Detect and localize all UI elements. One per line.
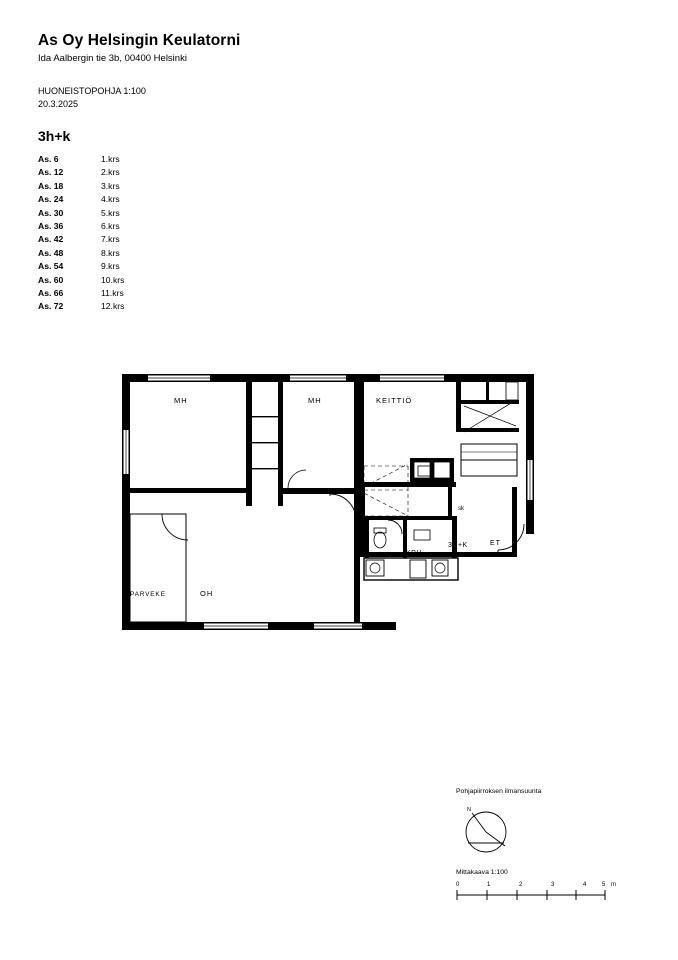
drawing-meta [38,85,146,111]
list-item [38,153,161,166]
drawing-type: HUONEISTOPOHJA 1:100 [38,86,146,96]
scale-block [456,869,636,907]
floor-plan-svg [118,370,538,638]
apartment-floor: 3.krs [101,180,120,191]
apartment-id: As. 72 [38,301,64,312]
apartment-floor: 2.krs [101,167,120,178]
exterior-walls [122,374,534,630]
apartment-id: As. 66 [38,287,64,298]
compass-block [456,788,636,859]
apartment-floor: 10.krs [101,274,125,285]
apartment-id: As. 18 [38,180,64,191]
balcony-railing [130,514,186,622]
apartment-id: As. 60 [38,274,64,285]
room-label-keittio: KEITTIÖ [376,396,413,405]
compass-caption: Pohjapiirroksen ilmansuunta [456,788,542,795]
plan-guides [358,464,408,516]
address-line: Ida Aalbergin tie 3b, 00400 Helsinki [38,53,187,65]
room-label-oh: OH [200,589,214,598]
interior-walls [130,382,519,626]
apartment-floor: 9.krs [101,261,120,272]
room-label-mh2: MH [308,396,322,405]
list-item [38,207,161,220]
apartment-id: As. 42 [38,234,64,245]
scale-bar [456,879,636,907]
list-item [38,247,161,260]
scale-unit: m [611,882,616,888]
list-item [38,180,161,193]
apartment-floor: 6.krs [101,220,120,231]
list-item [38,300,161,313]
scale-tick-0: 0 [456,882,460,888]
room-label-3hk: 3H+K [448,542,468,549]
scale-tick-3: 3 [551,882,555,888]
room-type-heading: 3h+k [38,128,71,144]
scale-tick-5: 5 [602,882,606,888]
list-item [38,233,161,246]
room-label-kph: KPH [406,550,422,557]
room-label-mh1: MH [174,396,188,405]
apartment-id: As. 48 [38,247,64,258]
scale-tick-1: 1 [487,882,491,888]
room-label-et: ET [490,540,501,547]
scale-tick-2: 2 [519,882,523,888]
room-label-parveke: PARVEKE [130,591,166,598]
document-header [38,32,438,64]
drawing-date: 20.3.2025 [38,99,79,110]
list-item [38,193,161,206]
scale-tick-4: 4 [583,882,587,888]
list-item [38,274,161,287]
list-item [38,260,161,273]
apartment-floor: 8.krs [101,247,120,258]
apartment-id: As. 24 [38,194,64,205]
windows [126,378,530,626]
floor-plan [118,370,538,638]
apartment-floor: 4.krs [101,194,120,205]
apartment-floor: 7.krs [101,234,120,245]
apartment-id: As. 54 [38,261,64,272]
page-title: As Oy Helsingin Keulatorni [38,32,241,49]
apartment-id: As. 36 [38,220,64,231]
list-item [38,220,161,233]
apartment-floor: 11.krs [101,287,124,298]
list-item [38,166,161,179]
scale-caption: Mittakaava 1:100 [456,869,508,876]
apartment-id: As. 12 [38,167,64,178]
apartment-list [38,153,161,314]
compass-icon [456,799,526,859]
compass-north-label: N [467,807,471,813]
window-lines [126,378,530,626]
apartment-id: As. 6 [38,154,59,164]
room-label-sk: sk [458,506,464,512]
list-item [38,287,161,300]
door-swings [162,470,524,552]
apartment-id: As. 30 [38,207,64,218]
apartment-floor: 1.krs [101,154,120,164]
apartment-floor: 5.krs [101,207,120,218]
apartment-floor: 12.krs [101,301,125,312]
